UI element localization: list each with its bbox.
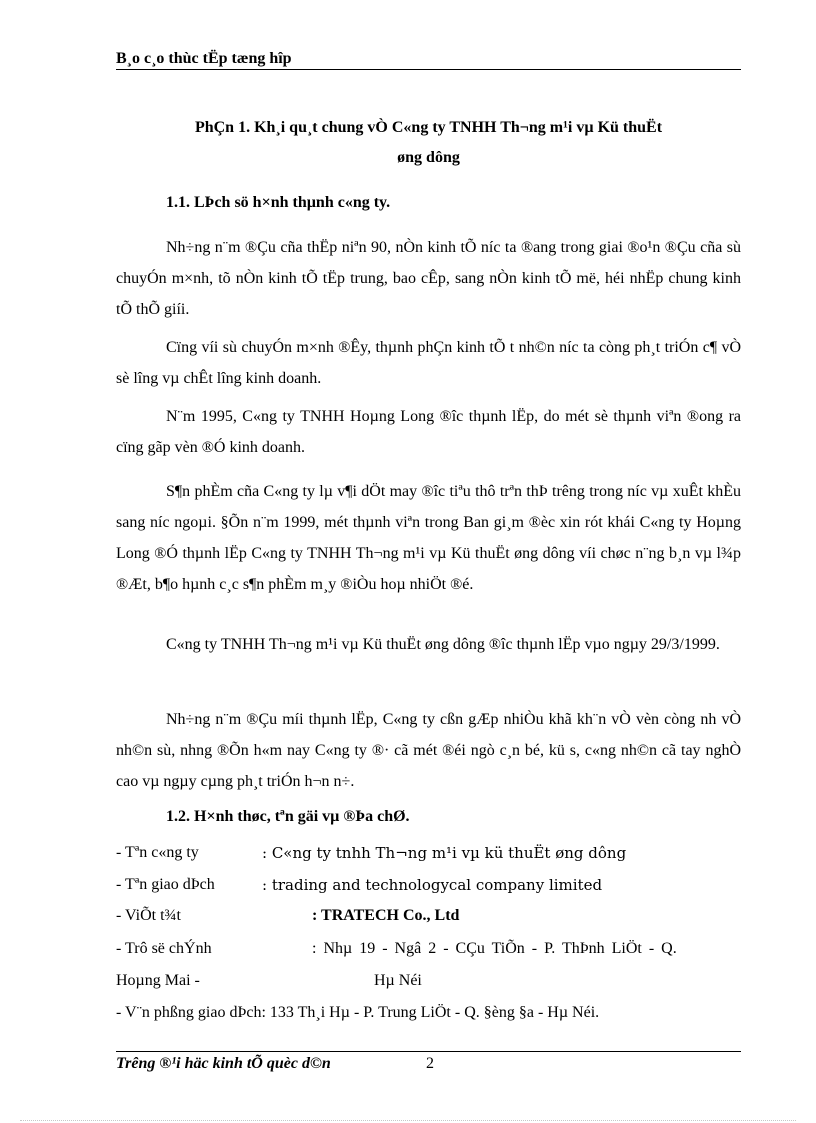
info-value: : trading and technologycal company limited — [262, 876, 603, 894]
info-label: - Tªn c«ng ty — [116, 844, 199, 861]
paragraph-1-text: Nh÷ng n¨m ®Çu cña thËp niªn 90, nÒn kinh tÕ níc ta ®ang trong giai ®o¹n ®Çu cña sù chuyÓn m×nh, tõ nÒn kinh tÕ tËp trung, bao cÊp, sang nÒn kinh tÕ më, héi nhËp chung kinh tÕ thÕ giíi. — [116, 239, 741, 318]
info-row-trade-name — [116, 876, 603, 894]
paragraph-1 — [116, 232, 741, 325]
footer-rule — [116, 1051, 741, 1052]
paragraph-6-text: Nh÷ng n¨m ®Çu míi thµnh lËp, C«ng ty cßn gÆp nhiÒu khã kh¨n vÒ vèn còng nh vÒ nh©n sù, nhng ®Õn h«m nay C«ng ty ®· cã mét ®éi ngò c¸n bé, kü s, c«ng nh©n cã tay nghÒ cao vµ ngµy cµng ph¸t triÓn h¬n n÷. — [116, 711, 741, 790]
info-value: : TRATECH Co., Ltd — [312, 907, 460, 924]
info-row-company-name — [116, 844, 627, 862]
paragraph-3 — [116, 401, 741, 463]
info-value: : Nhµ 19 - Ngâ 2 - CÇu TiÕn - P. ThÞnh LiÖt - Q. — [312, 940, 677, 957]
header-rule — [116, 69, 741, 70]
info-row-headquarters-cont — [116, 972, 422, 990]
info-row-headquarters — [116, 940, 677, 958]
info-label: - Trô së chÝnh — [116, 940, 212, 957]
paragraph-2-text: Cïng víi sù chuyÓn m×nh ®Êy, thµnh phÇn kinh tÕ t nh©n níc ta còng ph¸t triÓn c¶ vÒ sè lîng vµ chÊt lîng kinh doanh. — [116, 339, 741, 387]
info-label: - Tªn giao dÞch — [116, 876, 215, 893]
running-header: B¸o c¸o thùc tËp tæng hîp — [116, 50, 292, 67]
info-row-office — [116, 1004, 599, 1022]
chapter-title-line-1: PhÇn 1. Kh¸i qu¸t chung vÒ C«ng ty TNHH Th¬ng m¹i vµ Kü thuËt — [194, 119, 663, 136]
chapter-title-line-2: øng dông — [397, 149, 460, 166]
page-bottom-dotted-line — [20, 1120, 796, 1121]
paragraph-4-text: S¶n phÈm cña C«ng ty lµ v¶i dÖt may ®îc tiªu thô trªn thÞ trêng trong níc vµ xuÊt khÈu sang níc ngoµi. §Õn n¨m 1999, mét thµnh viªn trong Ban gi¸m ®èc xin rót khái C«ng ty Hoµng Long ®Ó thµnh lËp C«ng ty TNHH Th¬ng m¹i vµ Kü thuËt øng dông víi chøc n¨ng b¸n vµ l¾p ®Æt, b¶o hµnh c¸c s¶n phÈm m¸y ®iÒu hoµ nhiÖt ®é. — [116, 483, 741, 593]
page-number: 2 — [426, 1055, 434, 1072]
section-heading-1-1: 1.1. LÞch sö h×nh thµnh c«ng ty. — [166, 194, 391, 211]
paragraph-5 — [116, 629, 741, 660]
paragraph-2 — [116, 332, 741, 394]
info-label: - V¨n phßng giao dÞch: 133 Th¸i Hµ - P. Trung LiÖt - Q. §èng §a - Hµ Néi. — [116, 1004, 600, 1021]
info-label: - ViÕt t¾t — [116, 907, 181, 924]
footer-school: Trêng ®¹i häc kinh tÕ quèc d©n — [116, 1055, 331, 1072]
info-row-abbreviation — [116, 907, 460, 925]
paragraph-5-text: C«ng ty TNHH Th¬ng m¹i vµ Kü thuËt øng dông ®îc thµnh lËp vµo ngµy 29/3/1999. — [166, 636, 720, 653]
info-value: Hµ Néi — [374, 972, 422, 989]
section-heading-1-2: 1.2. H×nh thøc, tªn gäi vµ ®Þa chØ. — [166, 808, 410, 825]
paragraph-3-text: N¨m 1995, C«ng ty TNHH Hoµng Long ®îc thµnh lËp, do mét sè thµnh viªn ®ong ra cïng gãp vèn ®Ó kinh doanh. — [116, 408, 741, 456]
paragraph-6 — [116, 704, 741, 797]
info-value: : C«ng ty tnhh Th¬ng m¹i vµ kü thuËt øng dông — [262, 844, 627, 862]
info-label: Hoµng Mai - — [116, 972, 200, 989]
paragraph-4 — [116, 476, 741, 600]
